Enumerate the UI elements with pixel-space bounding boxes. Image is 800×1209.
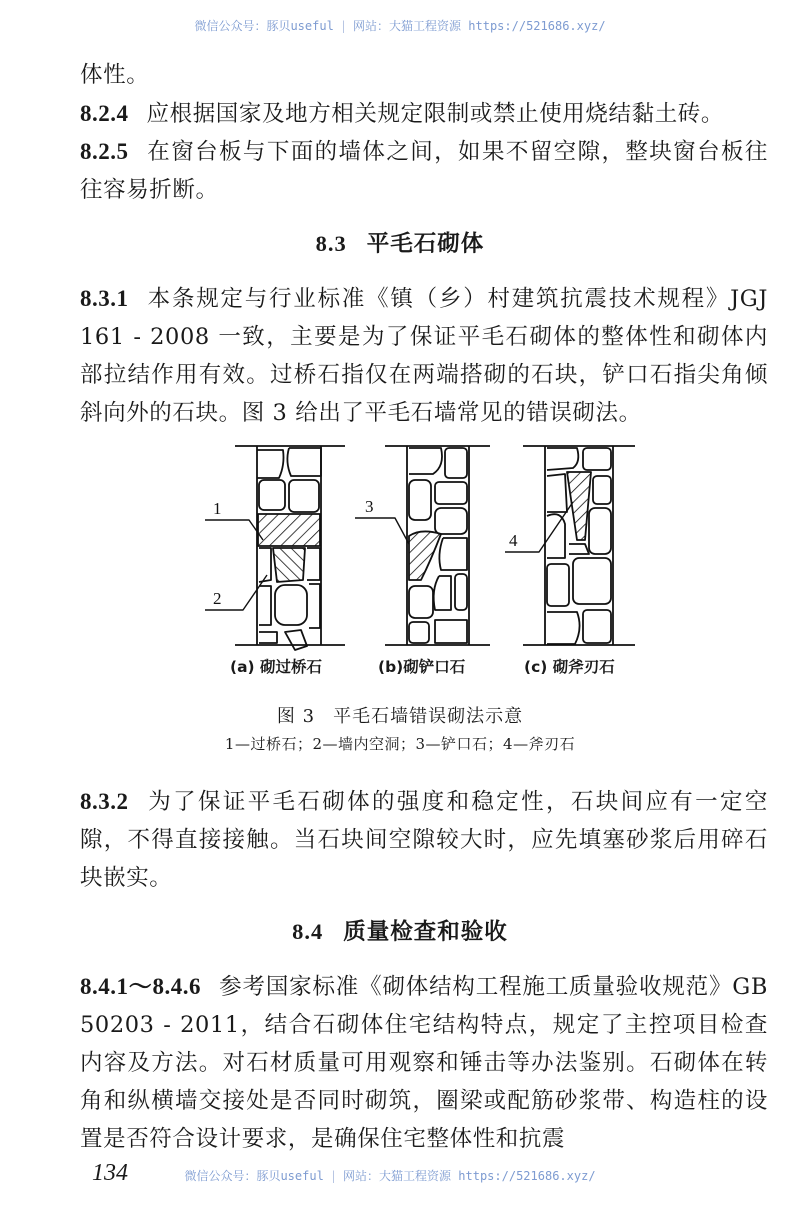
subcaption-a: (a) 砌过桥石 [230, 658, 323, 676]
figure-3-wall-diagrams [205, 440, 655, 655]
clause-number: 8.3.1 [80, 286, 129, 311]
figure-number: 图 3 [276, 706, 316, 727]
clause-number: 8.4.1～8.4.6 [80, 974, 201, 999]
watermark-top [0, 17, 800, 34]
subcaption-c: (c) 砌斧刃石 [524, 658, 615, 676]
section-heading-8-3 [0, 226, 800, 258]
watermark-bottom [110, 1167, 670, 1184]
page-number: 134 [92, 1160, 128, 1186]
watermark-wechat: 微信公众号：豚贝useful [184, 1169, 324, 1183]
callout-2: 2 [213, 589, 222, 608]
section-number: 8.3 [315, 231, 347, 256]
callout-4: 4 [509, 531, 518, 550]
clause-number: 8.2.4 [80, 101, 129, 126]
clause-text: 本条规定与行业标准《镇（乡）村建筑抗震技术规程》JGJ 161 - 2008 一致，主要是为了保证平毛石砌体的整体性和砌体内部拉结作用有效。过桥石指仅在两端搭砌的石块，铲口石指尖角倾斜向外的石块。图 3 给出了平毛石墙常见的错误砌法。 [80, 286, 768, 426]
diagram-a [205, 446, 345, 650]
watermark-wechat: 微信公众号：豚贝useful [194, 19, 334, 33]
watermark-website: 网站：大猫工程资源 https://521686.xyz/ [353, 19, 606, 33]
section-title: 质量检查和验收 [343, 919, 508, 945]
watermark-separator: | [339, 19, 348, 33]
clause-number: 8.3.2 [80, 789, 129, 814]
figure-caption [0, 702, 800, 728]
clause-8-4-1-to-8-4-6 [80, 968, 768, 1158]
clause-8-3-1 [80, 280, 768, 432]
clause-8-3-2 [80, 783, 768, 897]
paragraph-continuation: 体性。 [80, 62, 150, 88]
clause-text: 为了保证平毛石砌体的强度和稳定性，石块间应有一定空隙，不得直接接触。当石块间空隙较大时，应先填塞砂浆后用碎石块嵌实。 [80, 789, 768, 891]
watermark-separator: | [329, 1169, 338, 1183]
callout-3: 3 [365, 497, 374, 516]
section-heading-8-4 [0, 914, 800, 946]
diagram-c [505, 446, 635, 645]
clause-text: 在窗台板与下面的墙体之间，如果不留空隙，整块窗台板往往容易折断。 [80, 139, 768, 203]
clause-8-2-5 [80, 133, 768, 209]
diagram-b [355, 446, 490, 645]
masonry-diagram-svg [205, 440, 655, 655]
watermark-website: 网站：大猫工程资源 https://521686.xyz/ [343, 1169, 596, 1183]
clause-text: 参考国家标准《砌体结构工程施工质量验收规范》GB 50203 - 2011，结合石砌体住宅结构特点，规定了主控项目检查内容及方法。对石材质量可用观察和锤击等办法鉴别。石砌体在转角和纵横墙交接处是否同时砌筑，圈梁或配筋砂浆带、构造柱的设置是否符合设计要求，是确保住宅整体性和抗震 [80, 974, 768, 1152]
figure-title: 平毛石墙错误砌法示意 [333, 706, 524, 727]
section-title: 平毛石砌体 [366, 231, 485, 257]
subcaption-b: (b)砌铲口石 [378, 658, 466, 676]
section-number: 8.4 [292, 919, 324, 944]
clause-number: 8.2.5 [80, 139, 129, 164]
callout-1: 1 [213, 499, 222, 518]
figure-legend: 1—过桥石；2—墙内空洞；3—铲口石；4—斧刃石 [224, 735, 576, 753]
clause-8-2-4 [80, 95, 768, 133]
clause-text: 应根据国家及地方相关规定限制或禁止使用烧结黏土砖。 [146, 101, 725, 127]
